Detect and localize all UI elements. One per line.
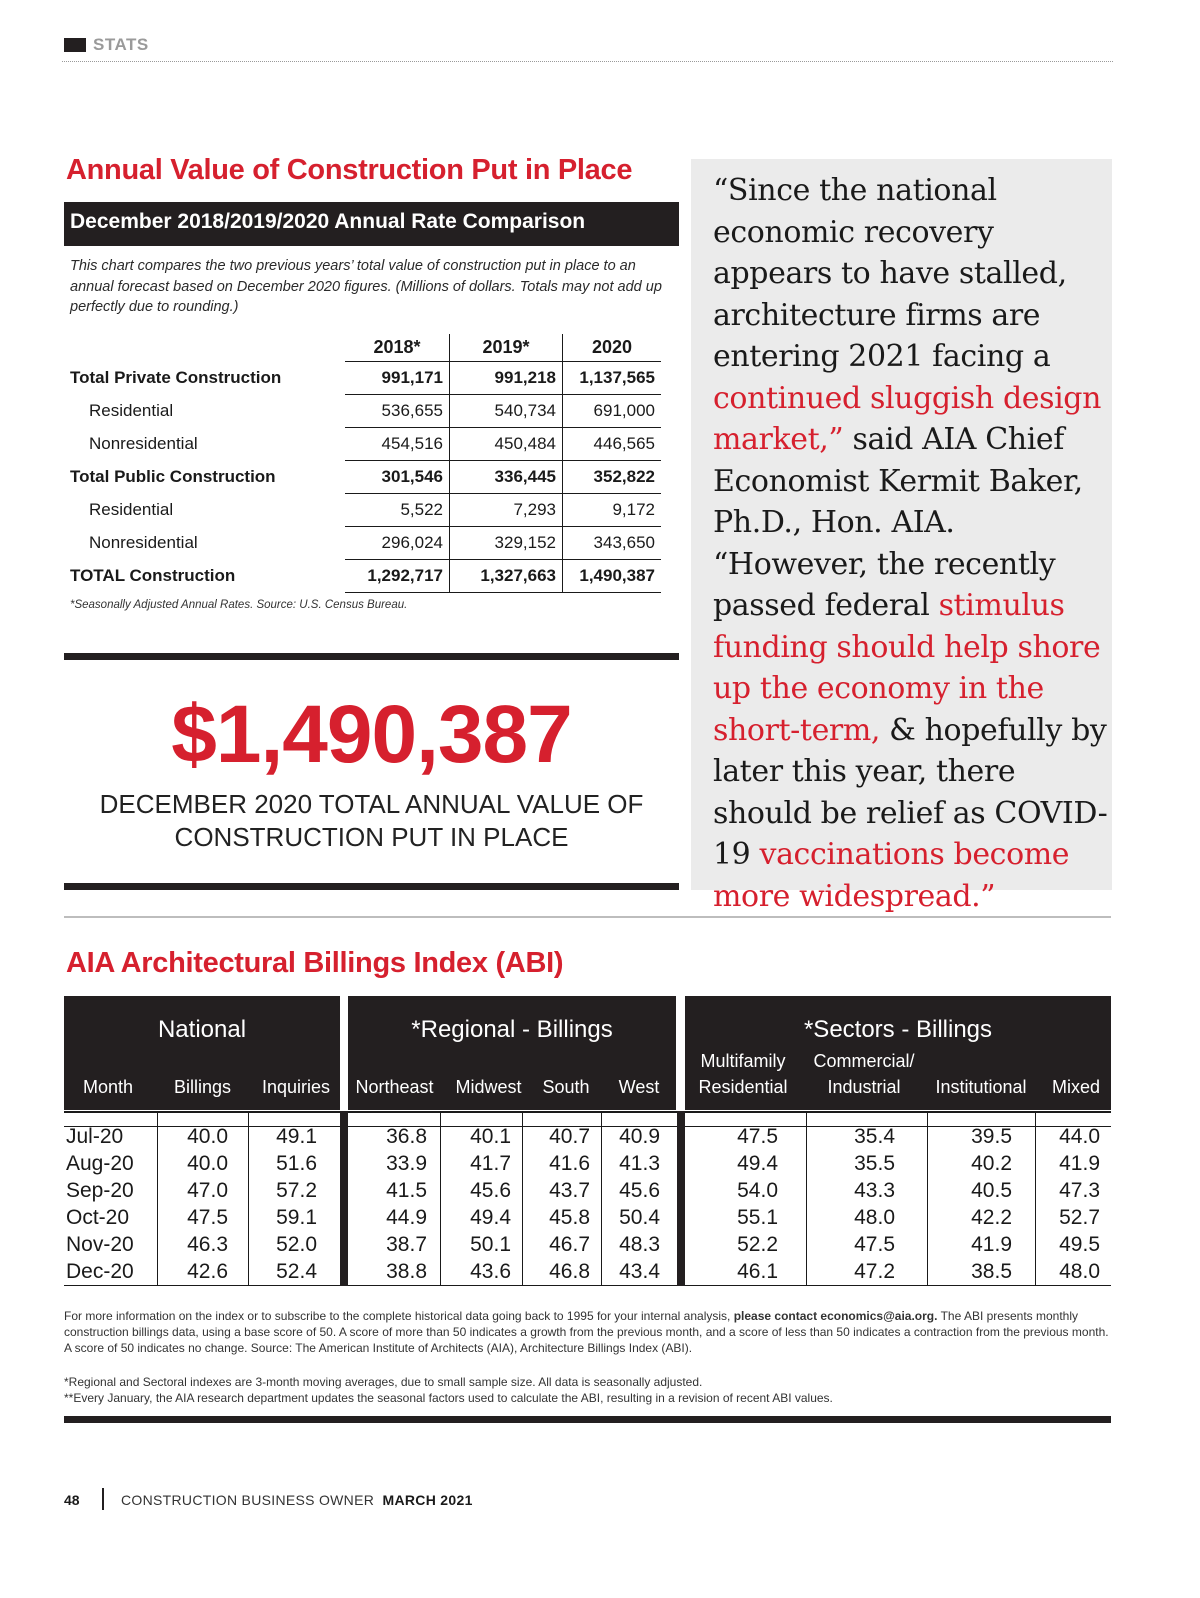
- row-value: 5,522: [345, 494, 450, 527]
- abi-footnote-2: **Every January, the AIA research department updates the seasonal factors used to calculate the ABI, resulting in a revision of recent ABI values.: [64, 1391, 833, 1405]
- quote-text: said AIA Chief Economist Kermit Baker, Ph.D., Hon. AIA. “However, the recently passed federal: [713, 422, 1083, 623]
- abi-value: 52.0: [276, 1233, 317, 1256]
- abi-body-bottom-rule: [64, 1285, 1111, 1286]
- construction-table: [64, 334, 661, 593]
- abi-value: 40.5: [971, 1179, 1012, 1202]
- abi-value: 35.5: [854, 1152, 895, 1175]
- abi-value: 35.4: [854, 1125, 895, 1148]
- construction-subtitle: December 2018/2019/2020 Annual Rate Comparison: [64, 202, 679, 246]
- row-value: 9,172: [563, 494, 662, 527]
- abi-value: 41.5: [386, 1179, 427, 1202]
- row-label: Residential: [89, 500, 174, 519]
- col-2019: 2019*: [450, 334, 563, 362]
- row-value: 991,218: [450, 362, 563, 395]
- row-value: 329,152: [450, 527, 563, 560]
- col-midwest: Midwest: [455, 1077, 522, 1097]
- col-multifamily-line-1: Multifamily: [700, 1051, 786, 1071]
- group-regional: *Regional - Billings: [411, 1016, 613, 1043]
- construction-title: Annual Value of Construction Put in Place: [66, 154, 633, 186]
- abi-month: Oct-20: [66, 1206, 130, 1229]
- construction-footnote: *Seasonally Adjusted Annual Rates. Source: U.S. Census Bureau.: [70, 599, 408, 611]
- abi-value: 38.7: [386, 1233, 427, 1256]
- section-divider: [64, 916, 1111, 918]
- row-label: Total Public Construction: [70, 467, 276, 486]
- row-label: Residential: [89, 401, 174, 420]
- table-row: [64, 395, 661, 428]
- abi-value: 44.9: [386, 1206, 427, 1229]
- row-value: 1,327,663: [450, 560, 563, 593]
- col-billings: Billings: [173, 1077, 232, 1097]
- abi-value: 50.4: [619, 1206, 660, 1229]
- col-2018: 2018*: [345, 334, 450, 362]
- abi-value: 57.2: [276, 1179, 317, 1202]
- abi-value: 45.6: [470, 1179, 511, 1202]
- row-value: 343,650: [563, 527, 662, 560]
- col-northeast: Northeast: [355, 1077, 434, 1097]
- quote-text: “Since the national economic recovery appears to have stalled, architecture firms are entering 2021 facing a: [713, 173, 1067, 374]
- abi-value: 47.3: [1059, 1179, 1100, 1202]
- pull-quote: [713, 170, 1108, 917]
- abi-value: 47.5: [854, 1233, 895, 1256]
- abi-value: 48.3: [619, 1233, 660, 1256]
- abi-value: 48.0: [854, 1206, 895, 1229]
- row-value: 1,490,387: [563, 560, 662, 593]
- abi-month: Aug-20: [66, 1152, 134, 1175]
- abi-value: 51.6: [276, 1152, 317, 1175]
- row-value: 536,655: [345, 395, 450, 428]
- abi-value: 47.0: [187, 1179, 228, 1202]
- header-divider: [62, 61, 1113, 62]
- abi-value: 43.7: [549, 1179, 590, 1202]
- row-value: 450,484: [450, 428, 563, 461]
- abi-value: 49.1: [276, 1125, 317, 1148]
- abi-title: AIA Architectural Billings Index (ABI): [66, 947, 564, 979]
- row-value: 352,822: [563, 461, 662, 494]
- abi-group-separator: [340, 1111, 348, 1286]
- col-2020: 2020: [563, 334, 662, 362]
- abi-value: 59.1: [276, 1206, 317, 1229]
- col-commercial: [806, 1048, 922, 1100]
- abi-value: 45.8: [549, 1206, 590, 1229]
- abi-value: 42.2: [971, 1206, 1012, 1229]
- row-label: Nonresidential: [89, 434, 198, 453]
- col-month: Month: [82, 1077, 134, 1097]
- table-row: [64, 428, 661, 461]
- row-value: 336,445: [450, 461, 563, 494]
- abi-value: 38.5: [971, 1260, 1012, 1283]
- row-label: TOTAL Construction: [70, 566, 236, 585]
- contact-link[interactable]: please contact economics@aia.org.: [733, 1309, 938, 1323]
- abi-value: 40.1: [470, 1125, 511, 1148]
- row-value: 7,293: [450, 494, 563, 527]
- issue-date: MARCH 2021: [382, 1492, 473, 1508]
- section-marker: [64, 38, 86, 52]
- construction-description: This chart compares the two previous years’ total value of construction put in place to an annual forecast based on December 2020 figures. (Millions of dollars. Totals may not add up perfectly due to rounding.): [70, 258, 662, 315]
- abi-value: 41.9: [1059, 1152, 1100, 1175]
- abi-value: 41.6: [549, 1152, 590, 1175]
- row-value: 301,546: [345, 461, 450, 494]
- abi-value: 52.4: [276, 1260, 317, 1283]
- abi-value: 49.4: [470, 1206, 511, 1229]
- row-value: 296,024: [345, 527, 450, 560]
- abi-value: 40.0: [187, 1125, 228, 1148]
- row-value: 540,734: [450, 395, 563, 428]
- abi-value: 40.2: [971, 1152, 1012, 1175]
- col-south: South: [542, 1077, 590, 1097]
- abi-value: 40.0: [187, 1152, 228, 1175]
- abi-value: 47.5: [187, 1206, 228, 1229]
- abi-value: 54.0: [737, 1179, 778, 1202]
- page-number: 48: [64, 1492, 80, 1508]
- abi-value: 40.9: [619, 1125, 660, 1148]
- quote-highlight: continued sluggish design market,”: [713, 380, 1102, 457]
- abi-bottom-rule: [64, 1416, 1111, 1423]
- abi-note-text: The ABI presents monthly construction billings data, using a base score of 50. A score of more than 50 indicates a growth from the previous month, and a score of less than 50 indicates a contraction from the previous month. A score of 50 indicates no change. Source: The American Institute of Architects (AIA), Architecture Billings Index (ABI).: [64, 1309, 1109, 1355]
- col-west: West: [618, 1077, 660, 1097]
- abi-group-separator: [677, 1111, 685, 1286]
- abi-month: Nov-20: [66, 1233, 134, 1256]
- abi-value: 50.1: [470, 1233, 511, 1256]
- footer-divider: [102, 1488, 104, 1510]
- row-value: 691,000: [563, 395, 662, 428]
- abi-note-text: For more information on the index or to subscribe to the complete historical data going back to 1995 for your internal analysis,: [64, 1309, 734, 1323]
- row-value: 1,292,717: [345, 560, 450, 593]
- abi-value: 33.9: [386, 1152, 427, 1175]
- group-sectors: *Sectors - Billings: [803, 1016, 993, 1043]
- abi-value: 39.5: [971, 1125, 1012, 1148]
- publication-name: CONSTRUCTION BUSINESS OWNER: [121, 1492, 375, 1508]
- row-value: 991,171: [345, 362, 450, 395]
- abi-value: 49.4: [737, 1152, 778, 1175]
- table-row: [64, 560, 661, 593]
- row-value: 454,516: [345, 428, 450, 461]
- abi-value: 46.7: [549, 1233, 590, 1256]
- abi-value: 46.1: [737, 1260, 778, 1283]
- row-label: Nonresidential: [89, 533, 198, 552]
- row-value: 446,565: [563, 428, 662, 461]
- group-national: National: [157, 1016, 247, 1043]
- section-label: STATS: [93, 35, 149, 54]
- abi-value: 46.8: [549, 1260, 590, 1283]
- abi-value: 45.6: [619, 1179, 660, 1202]
- abi-value: 52.7: [1059, 1206, 1100, 1229]
- abi-value: 44.0: [1059, 1125, 1100, 1148]
- quote-highlight: vaccinations become more widespread.”: [713, 837, 1070, 914]
- abi-note: [64, 1308, 1114, 1356]
- table-row: [64, 527, 661, 560]
- abi-value: 47.2: [854, 1260, 895, 1283]
- col-mixed: Mixed: [1051, 1077, 1100, 1097]
- abi-value: 42.6: [187, 1260, 228, 1283]
- abi-value: 55.1: [737, 1206, 778, 1229]
- abi-month: Jul-20: [66, 1125, 124, 1148]
- table-row: [64, 461, 661, 494]
- abi-value: 43.3: [854, 1179, 895, 1202]
- col-commercial-line-2: Industrial: [827, 1077, 901, 1097]
- total-value-callout: $1,490,387: [171, 689, 572, 780]
- col-commercial-line-1: Commercial/: [813, 1051, 915, 1071]
- abi-value: 48.0: [1059, 1260, 1100, 1283]
- abi-value: 38.8: [386, 1260, 427, 1283]
- abi-value: 41.3: [619, 1152, 660, 1175]
- quote-text: & hopefully by later this year, there should be relief as COVID-19: [713, 712, 1108, 872]
- footer-publication: [121, 1492, 473, 1508]
- abi-value: 47.5: [737, 1125, 778, 1148]
- caption-line-2: CONSTRUCTION PUT IN PLACE: [174, 822, 569, 852]
- abi-value: 49.5: [1059, 1233, 1100, 1256]
- abi-footnote-1: *Regional and Sectoral indexes are 3-month moving averages, due to small sample size. All data is seasonally adjusted.: [64, 1375, 703, 1389]
- abi-month: Dec-20: [66, 1260, 134, 1283]
- callout-top-rule: [64, 653, 679, 660]
- col-multifamily-line-2: Residential: [698, 1077, 788, 1097]
- col-institutional: Institutional: [935, 1077, 1027, 1097]
- total-value-caption: [64, 788, 679, 854]
- col-inquiries: Inquiries: [261, 1077, 331, 1097]
- abi-value: 43.4: [619, 1260, 660, 1283]
- abi-value: 43.6: [470, 1260, 511, 1283]
- abi-value: 36.8: [386, 1125, 427, 1148]
- row-value: 1,137,565: [563, 362, 662, 395]
- abi-header-rule: [64, 1111, 1111, 1113]
- col-multifamily: [690, 1048, 796, 1100]
- table-row: [64, 494, 661, 527]
- row-label: Total Private Construction: [70, 367, 282, 387]
- abi-value: 46.3: [187, 1233, 228, 1256]
- quote-highlight: stimulus funding should help shore up the economy in the short-term,: [713, 588, 1101, 748]
- caption-line-1: DECEMBER 2020 TOTAL ANNUAL VALUE OF: [99, 789, 644, 819]
- abi-month: Sep-20: [66, 1179, 134, 1202]
- callout-bottom-rule: [64, 883, 679, 890]
- abi-value: 41.9: [971, 1233, 1012, 1256]
- table-row: [64, 362, 661, 395]
- abi-value: 41.7: [470, 1152, 511, 1175]
- abi-value: 40.7: [549, 1125, 590, 1148]
- abi-value: 52.2: [737, 1233, 778, 1256]
